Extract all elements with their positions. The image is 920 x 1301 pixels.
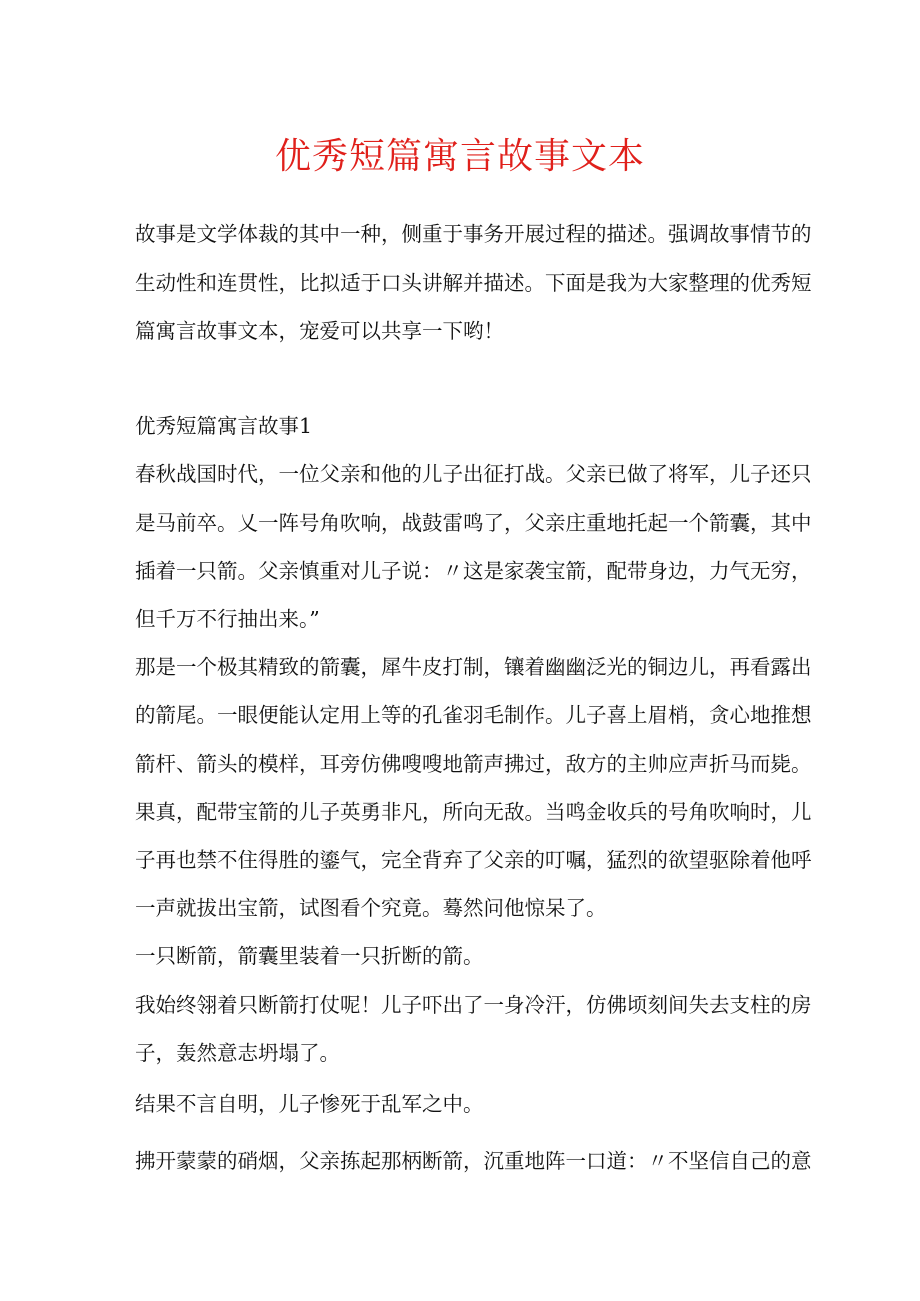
story-line-10: 一声就拔出宝箭，试图看个究竟。蓦然问他惊呆了。 <box>135 896 607 920</box>
story-line-12: 我始终翎着只断箭打仗呢！儿子吓出了一身冷汗，仿佛顷刻间失去支柱的房 <box>135 993 812 1017</box>
intro-line-3: 篇寓言故事文本，宠爱可以共享一下哟！ <box>135 319 504 343</box>
story-line-8: 果真，配带宝箭的儿子英勇非凡，所向无敌。当鸣金收兵的号角吹响时，儿 <box>135 800 812 824</box>
story-line-3: 插着一只箭。父亲慎重对儿子说：〃这是家袭宝箭，配带身边，力气无穷， <box>135 559 812 583</box>
story-line-14: 结果不言自明，儿子惨死于乱军之中。 <box>135 1092 484 1116</box>
story-line-7: 箭杆、箭头的模样，耳旁仿佛嗖嗖地箭声拂过，敌方的主帅应声折马而毙。 <box>135 752 812 776</box>
story-line-4: 但千万不行抽出来。” <box>135 607 320 631</box>
story-line-1: 春秋战国时代，一位父亲和他的儿子出征打战。父亲已做了将军，儿子还只 <box>135 462 812 486</box>
story-line-9: 子再也禁不住得胜的鎏气，完全背弃了父亲的叮嘱，猛烈的欲望驱除着他呼 <box>135 848 812 872</box>
story-line-15: 拂开蒙蒙的硝烟，父亲拣起那柄断箭，沉重地阵一口道：〃不坚信自己的意 <box>135 1149 812 1173</box>
story-line-11: 一只断箭，箭囊里装着一只折断的箭。 <box>135 944 484 968</box>
intro-line-2: 生动性和连贯性，比拟适于口头讲解并描述。下面是我为大家整理的优秀短 <box>135 271 812 295</box>
story-line-2: 是马前卒。乂一阵号角吹响，战鼓雷鸣了，父亲庄重地托起一个箭囊，其中 <box>135 511 812 535</box>
story-line-6: 的箭尾。一眼便能认定用上等的孔雀羽毛制作。儿子喜上眉梢，贪心地推想 <box>135 703 812 727</box>
intro-line-1: 故事是文学体裁的其中一种，侧重于事务开展过程的描述。强调故事情节的 <box>135 222 812 246</box>
section-heading: 优秀短篇寓言故事1 <box>135 414 313 438</box>
story-line-13: 子，轰然意志坍塌了。 <box>135 1041 340 1065</box>
story-line-5: 那是一个极其精致的箭囊，犀牛皮打制，镶着幽幽泛光的铜边儿，再看露出 <box>135 655 812 679</box>
document-title: 优秀短篇寓言故事文本 <box>274 136 645 177</box>
